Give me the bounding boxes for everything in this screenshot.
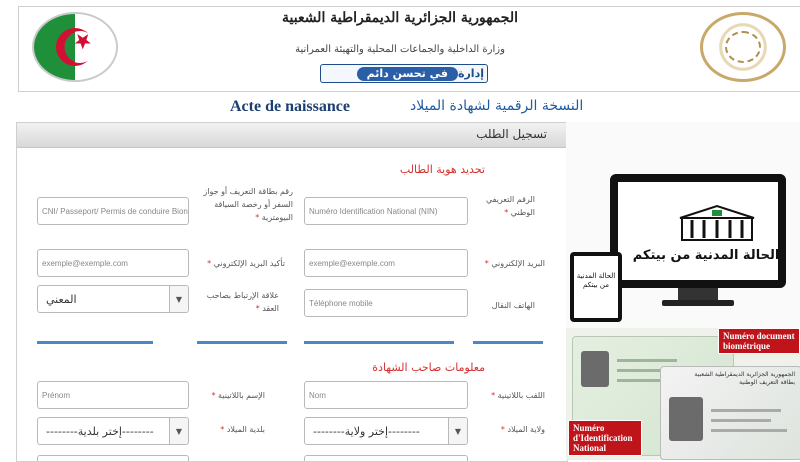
id-card-back — [660, 366, 800, 460]
email-input[interactable]: exemple@exemple.com — [304, 249, 468, 277]
site-header — [0, 0, 800, 92]
panel-header — [17, 123, 567, 148]
callout-nin: Numéro d'Identification National — [568, 420, 642, 456]
relation-select-value: المعني — [46, 292, 77, 306]
commune-select[interactable] — [37, 417, 189, 445]
lastname-label: اللقب باللاتينية * — [491, 391, 545, 400]
card-line — [617, 369, 665, 372]
tablet-slogan: الحالة المدنية من بيتكم — [576, 272, 616, 289]
page-title-arabic: النسخة الرقمية لشهادة الميلاد — [410, 98, 584, 114]
building-icon — [672, 204, 762, 242]
seal-emblem — [725, 31, 761, 63]
nin-input[interactable]: Numéro Identification National (NIN) — [304, 197, 468, 225]
nin-label: الرقم التعريفي الوطني * — [485, 195, 535, 217]
algeria-flag-logo — [32, 12, 118, 82]
idara-word: إدارة — [457, 67, 484, 80]
card-photo — [581, 351, 609, 387]
commune-select-value: --------إختر بلدية-------- — [46, 424, 154, 438]
firstname-input[interactable]: Prénom — [37, 381, 189, 409]
id-document-input[interactable]: CNI/ Passeport/ Permis de conduire Bion — [37, 197, 189, 225]
chevron-down-icon: ▼ — [169, 286, 188, 312]
sidebar-illustration — [566, 122, 800, 460]
lastname-input[interactable]: Nom — [304, 381, 468, 409]
wilaya-label: ولاية الميلاد * — [500, 425, 545, 434]
monitor-illustration — [610, 174, 786, 288]
chevron-down-icon: ▼ — [448, 418, 467, 444]
divider-line — [37, 341, 153, 344]
wilaya-select-value: --------إختر ولاية-------- — [313, 424, 420, 438]
divider-line — [473, 341, 543, 344]
email-label: البريد الإلكتروني * — [484, 259, 545, 268]
card-line — [711, 419, 771, 422]
card-line — [711, 409, 781, 412]
wilaya-select[interactable] — [304, 417, 468, 445]
republic-title: الجمهورية الجزائرية الديمقراطية الشعبية — [281, 10, 518, 26]
home-civil-status-banner — [566, 122, 800, 332]
next-field-partial[interactable] — [304, 455, 468, 462]
commune-label: بلدية الميلاد * — [220, 425, 265, 434]
section-holder-title: معلومات صاحب الشهادة — [372, 361, 485, 374]
section-requester-title: تحديد هوية الطالب — [399, 163, 485, 176]
card-line — [617, 359, 677, 362]
registration-form-panel — [16, 122, 568, 462]
callout-document-number: Numéro document biométrique — [718, 328, 800, 354]
relation-select[interactable] — [37, 285, 189, 313]
firstname-label: الإسم باللاتينية * — [211, 391, 265, 400]
divider-line — [304, 341, 454, 344]
monitor-base — [662, 300, 734, 306]
card-photo — [669, 397, 703, 441]
card-line — [711, 429, 787, 432]
phone-label: الهاتف النقال — [491, 301, 535, 310]
divider-line — [197, 341, 287, 344]
ministry-name: وزارة الداخلية والجماعات المحلية والتهيئة العمرانية — [295, 44, 505, 55]
chevron-down-icon: ▼ — [169, 418, 188, 444]
email-confirm-label: تأكيد البريد الإلكتروني * — [207, 259, 285, 268]
email-confirm-input[interactable]: exemple@exemple.com — [37, 249, 189, 277]
page-title-french: Acte de naissance — [230, 98, 350, 115]
card-title: الجمهورية الجزائرية الديمقراطية الشعبية بطاقة التعريف الوطنية — [694, 371, 795, 386]
idara-slogan: في تحسن دائم — [357, 67, 458, 81]
idara-banner — [320, 64, 488, 83]
phone-input[interactable]: Téléphone mobile — [304, 289, 468, 317]
relation-label: علاقة الإرتباط بصاحب العقد * — [206, 291, 279, 313]
id-document-label: رقم بطاقة التعريف أو جواز السفر أو رخصة السياقة البيومترية * — [203, 187, 293, 222]
national-seal-logo — [700, 12, 786, 82]
tablet-illustration — [570, 252, 622, 322]
panel-heading: تسجيل الطلب — [476, 127, 547, 141]
id-card-illustration — [566, 328, 800, 460]
next-field-partial[interactable] — [37, 455, 189, 462]
monitor-slogan: الحالة المدنية من بيتكم — [632, 248, 780, 263]
